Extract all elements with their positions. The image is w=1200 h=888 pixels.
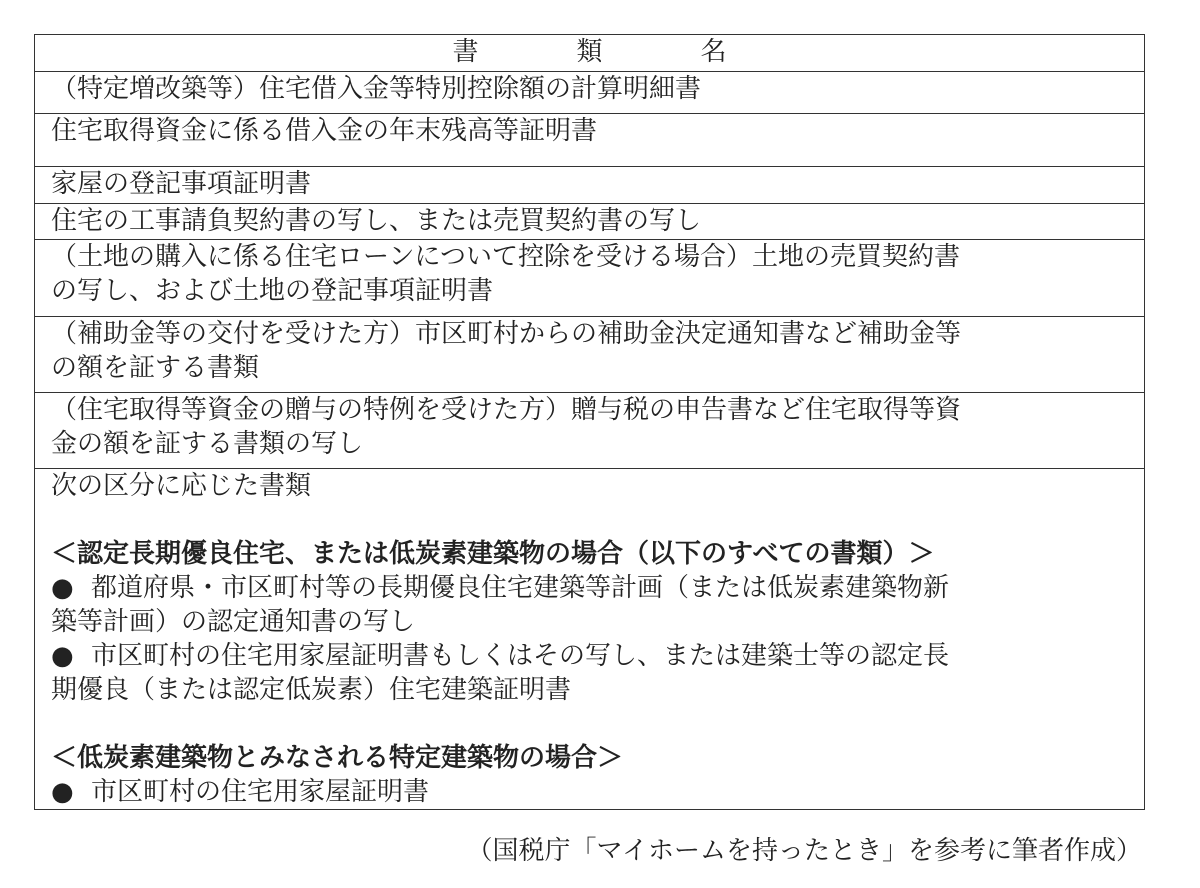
spacer [51,503,1128,537]
cell-text: 金の額を証する書類の写し [51,429,364,459]
table-cell [35,72,1145,114]
bullet-item [51,775,1128,809]
cell-text: 家屋の登記事項証明書 [51,169,312,199]
bullet-icon: ● [51,641,74,671]
cell-text: （特定増改築等）住宅借入金等特別控除額の計算明細書 [51,74,702,104]
source-caption: （国税庁「マイホームを持ったとき」を参考に筆者作成） [466,836,1142,866]
bullet-text: 市区町村の住宅用家屋証明書もしくはその写し、または建築士等の認定長 [91,641,950,671]
categories-intro: 次の区分に応じた書類 [51,471,312,501]
cell-text: （補助金等の交付を受けた方）市区町村からの補助金決定通知書など補助金等 [51,319,962,349]
table-cell [35,393,1145,469]
table-cell [35,317,1145,393]
table-cell [35,204,1145,240]
table-cell [35,114,1145,167]
table-row [35,469,1145,810]
cell-text: 住宅取得資金に係る借入金の年末残高等証明書 [51,116,598,146]
table-cell [35,167,1145,204]
bullet-icon: ● [51,573,74,603]
table-header-row [35,35,1145,72]
table-row [35,393,1145,469]
bullet-item [51,571,1128,605]
table-row [35,240,1145,317]
table-row [35,204,1145,240]
bullet-text: 市区町村の住宅用家屋証明書 [91,777,430,807]
cell-text: （土地の購入に係る住宅ローンについて控除を受ける場合）土地の売買契約書 [51,242,960,272]
table-cell [35,240,1145,317]
bullet-text: 都道府県・市区町村等の長期優良住宅建築等計画（または低炭素建築物新 [91,573,950,603]
documents-table [34,34,1145,810]
section-heading: ＜認定長期優良住宅、または低炭素建築物の場合（以下のすべての書類）＞ [51,539,935,569]
bullet-item [51,639,1128,673]
section-heading: ＜低炭素建築物とみなされる特定建築物の場合＞ [51,743,624,773]
cell-text: の額を証する書類 [51,353,260,383]
table-row [35,317,1145,393]
bullet-icon: ● [51,777,74,807]
header-title: 書 類 名 [452,37,763,67]
table-row [35,167,1145,204]
table-cell-categories [35,469,1145,810]
bullet-continuation: 築等計画）の認定通知書の写し [51,607,416,637]
table-row [35,72,1145,114]
table-row [35,114,1145,167]
table-header [35,35,1145,72]
cell-text: （住宅取得等資金の贈与の特例を受けた方）贈与税の申告書など住宅取得等資 [51,395,962,425]
cell-text: 住宅の工事請負契約書の写し、または売買契約書の写し [51,206,702,236]
spacer [51,707,1128,741]
bullet-continuation: 期優良（または認定低炭素）住宅建築証明書 [51,675,572,705]
cell-text: の写し、および土地の登記事項証明書 [51,276,494,306]
